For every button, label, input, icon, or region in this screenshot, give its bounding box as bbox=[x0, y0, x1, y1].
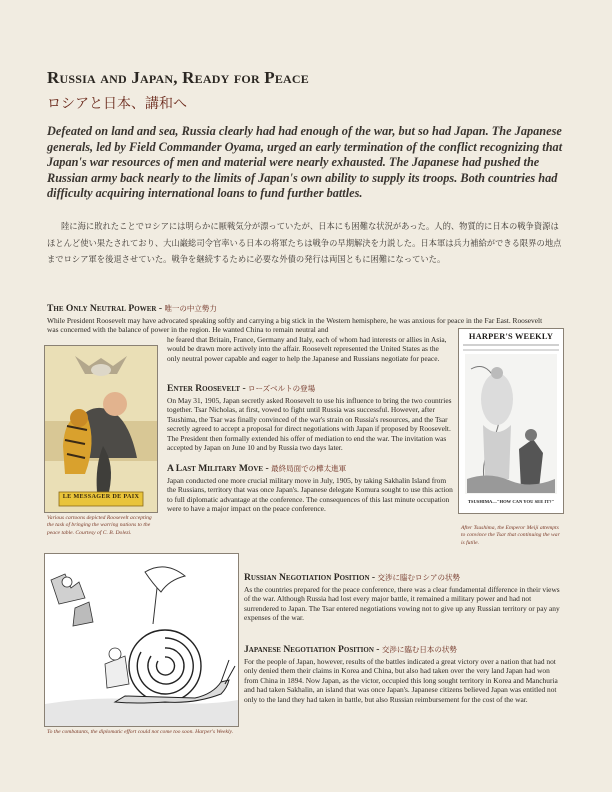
japanese-position-heading-en: Japanese Negotiation Position - bbox=[244, 644, 382, 655]
snail-cartoon-image bbox=[44, 553, 239, 727]
roosevelt-cartoon-image bbox=[44, 345, 158, 513]
snail-cartoon-illustration bbox=[45, 554, 238, 726]
intro-paragraph: Defeated on land and sea, Russia clearly had had enough of the war, but so had Japan. The Japanese generals, led by Field Commander Oyama, urged an early termination of the conflict recognizing that Japan's war resources of men and material were nearly exhausted. The Japanese had pushed the Russian army back nearly to the limits of Japan's own ability to supply its troops. Both countries had difficulty acquiring international loans to fund further battles. bbox=[47, 124, 563, 200]
neutral-power-heading-en: The Only Neutral Power - bbox=[47, 303, 165, 314]
last-military-move-heading-jp: 最終局面での樺太進軍 bbox=[271, 464, 347, 473]
neutral-power-body-1: While President Roosevelt may have advocated speaking softly and carrying a big stick in the Western hemisphere, he was anxious for peace in the Far East. Roosevelt was concerned with the balance of power in the region. He wanted China to remain neutral and bbox=[47, 316, 543, 335]
neutral-power-heading bbox=[47, 303, 217, 314]
enter-roosevelt-body: On May 31, 1905, Japan secretly asked Roosevelt to use his influence to bring the two countries together. Tsar Nicholas, at first, vowed to fight until Russia was successful. However, after Tsushima, the Tsar was finally convinced of the war's strain on Russia's resources, and the Tsar secretly agreed to accept a proposal for direct negotiations with Japan if proposed by Roosevelt. The President then formally extended his offer of mediation to end the war. The invitation was accepted by Japan on June 10 and by Russia two days later. bbox=[167, 396, 452, 453]
harpers-masthead: HARPER'S WEEKLY bbox=[468, 332, 554, 341]
japanese-position-heading bbox=[244, 644, 457, 655]
page-subtitle-jp: ロシアと日本、講和へ bbox=[47, 96, 187, 112]
roosevelt-cartoon-illustration bbox=[45, 346, 157, 512]
russian-position-heading bbox=[244, 572, 460, 583]
japanese-position-heading-jp: 交渉に臨む日本の状勢 bbox=[381, 645, 457, 654]
intro-paragraph-jp: 陸に海に敗れたことでロシアには明らかに厭戦気分が漂っていたが、日本にも困難な状況があった。人的、物質的に日本の戦争資源はほとんど使い果たされており、大山巌総司令官率いる日本の将軍たちは戦争の早期解決を力説した。日本軍は兵力補給ができる限界の地点までロシア軍を後退させていた。戦争を継続するために必要な外債の発行は両国ともに困難になっていた。 bbox=[47, 221, 562, 264]
enter-roosevelt-heading-en: Enter Roosevelt - bbox=[167, 383, 249, 394]
harpers-inner-caption: TSUSHIMA—"HOW CAN YOU SEE IT?" bbox=[467, 499, 555, 504]
last-military-move-body: Japan conducted one more crucial military move in July, 1905, by taking Sakhalin Island from the Russians, territory that was once Japan's. Japanese delegate Komura sought to use this action to full diplomatic advantage at the conference. The consequences of this last minute occupation were to have a major impact on the peace conference. bbox=[167, 476, 453, 514]
russian-position-body: As the countries prepared for the peace conference, there was a clear fundamental difference in their views of the war. Although Russia had lost every major battle, it remained a military power and had not surrendered to Japan. The Tsar entered negotiations vowing not to give up any Russian territory or pay any expenses of the war. bbox=[244, 585, 560, 623]
harpers-cover-illustration bbox=[459, 329, 563, 513]
russian-position-heading-en: Russian Negotiation Position - bbox=[244, 572, 378, 583]
harpers-weekly-cover-image bbox=[458, 328, 564, 514]
neutral-power-body-2: he feared that Britain, France, Germany and Italy, each of whom had interests or allies in Asia, would be drawn more actively into the affair. Roosevelt represented the United States as the only neutral power capable and eager to help the Japanese and Russians negotiate for peace. bbox=[167, 335, 447, 363]
enter-roosevelt-heading-jp: ローズベルトの登場 bbox=[248, 384, 316, 393]
harpers-caption: After Tsushima, the Emperor Meiji attempts to convince the Tsar that continuing the war is futile. bbox=[461, 525, 560, 546]
japanese-position-body: For the people of Japan, however, results of the battles indicated a great victory over a nation that had not only denied them their claims in Korea and China, but also had taken over the very land Japan had won from China in 1894. Now Japan, as the victor, occupied this long sought territory in Korea and Manchuria and had taken Sakhalin, an island that was once Japan's. Japanese citizens believed Japan was entitled not only to the land they had taken in battle, but also Russian reimbursement for the cost of the war. bbox=[244, 657, 558, 704]
cartoon-banner-text: LE MESSAGER DE PAIX bbox=[62, 493, 140, 500]
enter-roosevelt-heading bbox=[167, 383, 315, 394]
snail-cartoon-caption: To the combatants, the diplomatic effort could not come too soon. Harper's Weekly. bbox=[47, 729, 234, 735]
page-title: Russia and Japan, Ready for Peace bbox=[47, 68, 309, 87]
neutral-power-heading-jp: 唯一の中立勢力 bbox=[164, 304, 217, 313]
last-military-move-heading-en: A Last Military Move - bbox=[167, 463, 272, 474]
roosevelt-cartoon-caption: Various cartoons depicted Roosevelt accepting the task of bringing the warring nations to the peace table. Courtesy of C. B. Dolezi. bbox=[47, 515, 152, 536]
last-military-move-heading bbox=[167, 463, 346, 474]
russian-position-heading-jp: 交渉に臨むロシアの状勢 bbox=[377, 573, 461, 582]
